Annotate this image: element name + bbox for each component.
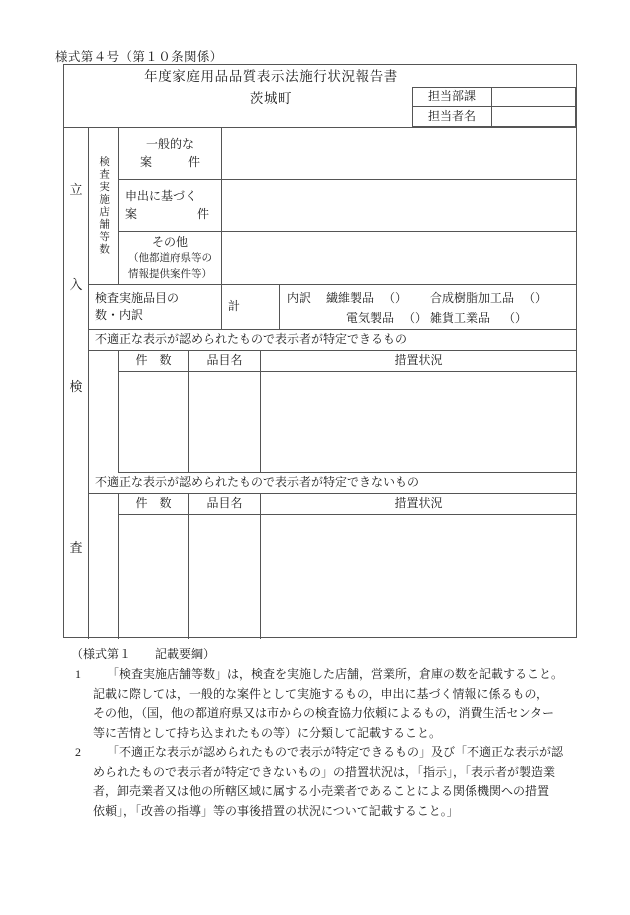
section-2-col-measures: 措置状況 [261,494,576,515]
section-1-spacer [89,351,119,473]
inspection-count-vertical-label: 検査実施店舗等数 [89,128,119,285]
notes-heading: （様式第１ 記載要綱） [71,647,216,661]
items-total-label: 計 [222,285,280,330]
items-count-label: 検査実施品目の 数・内訳 [89,285,222,330]
inspection-row-general-label: 一般的な 案 件 [119,128,222,180]
note-2-body: 「不適正な表示が認められたもので表示が特定できるもの」及び「不適正な表示が認 められたもので表示者が特定できないもの」の措置状況は，「指示」，「表示者が製造業 者，卸売業者又は他の所轄区域に属する小売業者であることによる関係機関への措置 依頼」，「改善の指導」等の事後措置の状況について記載すること。」 [93,745,564,818]
note-item-2 [63,743,583,821]
inspection-row-request-label: 申出に基づく 案 件 [119,180,222,232]
section-2-col-item: 品目名 [189,494,261,515]
section-2-cell-count[interactable] [119,515,189,639]
contact-department-value[interactable] [492,87,576,107]
form-number: 様式第４号（第１０条関係） [55,50,223,64]
inspection-row-other-label: その他 （他都道府県等の 情報提供案件等） [119,232,222,285]
inspection-row-general-value[interactable] [222,128,576,180]
section-1-cell-item[interactable] [189,372,261,473]
contact-person-value[interactable] [492,107,576,127]
section-1-col-measures: 措置状況 [261,351,576,372]
page-title: 年度家庭用品品質表示法施行状況報告書 [144,69,398,84]
section-2-heading: 不適正な表示が認められたもので表示者が特定できないもの [89,473,576,494]
section-2-cell-measures[interactable] [261,515,576,639]
contact-department-label: 担当部課 [412,87,492,107]
breakdown-electric[interactable]: 電気製品 （） [346,311,428,325]
left-vertical-label-column [64,128,89,639]
inspection-row-request-value[interactable] [222,180,576,232]
section-2-col-count: 件 数 [119,494,189,515]
vertical-char-1: 立 [69,182,83,198]
vertical-char-4: 査 [69,539,83,555]
note-2-number: 2 [75,745,81,760]
section-1-heading: 不適正な表示が認められたもので表示者が特定できるもの [89,330,576,351]
report-table [63,64,577,638]
section-1-cell-count[interactable] [119,372,189,473]
note-item-1 [63,665,583,743]
items-breakdown-label: 内訳 [287,291,312,305]
inspection-row-other-value[interactable] [222,232,576,285]
breakdown-textile[interactable]: 繊維製品 （） [326,291,408,305]
vertical-char-2: 入 [69,276,83,292]
breakdown-misc[interactable]: 雑貨工業品 （） [430,311,528,325]
items-breakdown [280,285,576,330]
section-1-col-count: 件 数 [119,351,189,372]
note-1-number: 1 [75,667,81,682]
notes-section [63,645,583,821]
contact-person-label: 担当者名 [412,107,492,127]
note-1-body: 「検査実施店舗等数」は，検査を実施した店舗，営業所，倉庫の数を記載すること。 記載に際しては，一般的な案件として実施するもの，申出に基づく情報に係るもの， その他，（国，他の都道府県又は市からの検査協力依頼によるもの，消費生活センター 等に苦情として持ち込まれたもの等）に分類して記載すること。 [93,667,564,740]
section-2-cell-item[interactable] [189,515,261,639]
breakdown-plastic[interactable]: 合成樹脂加工品 （） [430,291,548,305]
section-2-spacer [89,494,119,639]
vertical-char-3: 検 [69,378,83,394]
section-1-col-item: 品目名 [189,351,261,372]
section-1-cell-measures[interactable] [261,372,576,473]
municipality-name: 茨城町 [249,91,293,106]
